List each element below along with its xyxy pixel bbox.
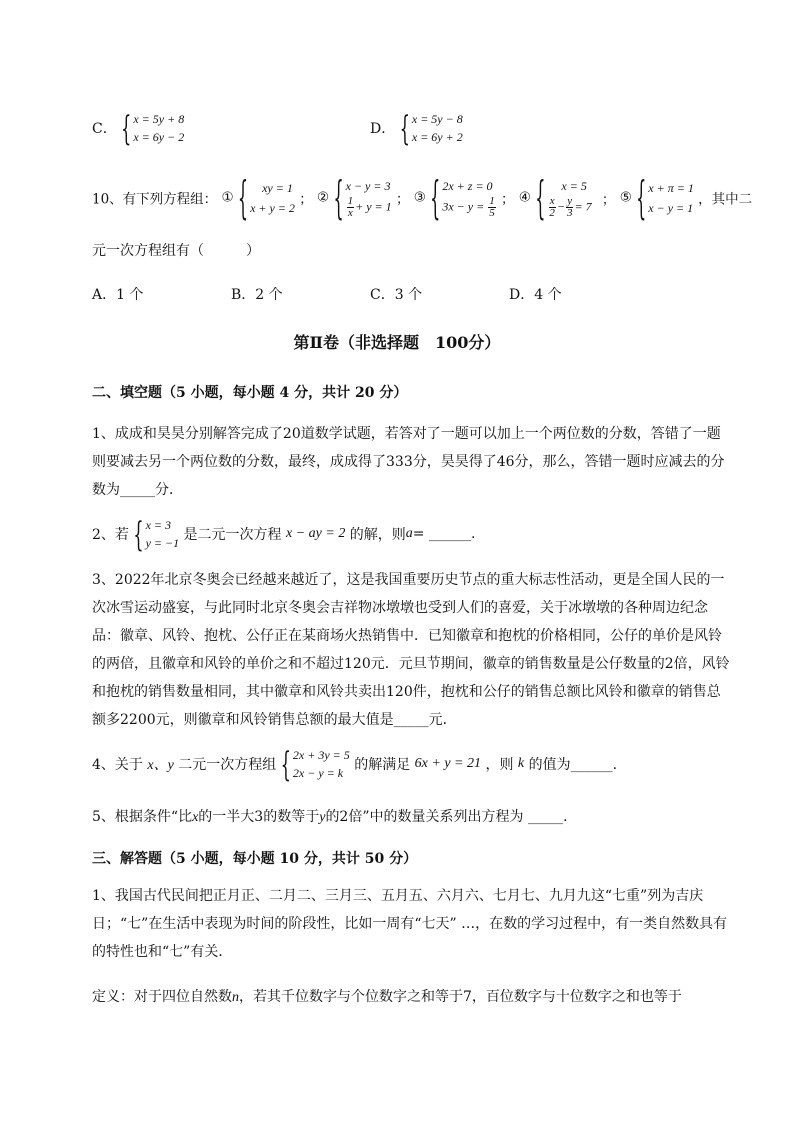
q10-prefix: 10、有下列方程组： [92, 191, 218, 208]
q10-options [92, 284, 562, 304]
fill-q5-suffix: 的2倍”中的数量关系列出方程为 _____. [325, 809, 568, 825]
fill-q2-prefix: 2、若 [92, 527, 129, 543]
solve-q1-def-suffix: ，若其千位数字与个位数字之和等于7，百位数字与十位数字之和也等于 [239, 989, 682, 1005]
fill-q2-equation: x − ay = 2 [286, 526, 346, 541]
q10-suffix-1: ，其中二 [698, 191, 753, 208]
q10-s4-f1-den: 2 [549, 207, 555, 219]
fill-q4-eq1: 2x + 3y = 5 [292, 748, 350, 762]
fill-q4 [92, 746, 617, 782]
q10-marker-5: ⑤ [619, 189, 632, 206]
brace-icon: { [121, 108, 132, 148]
fill-q4-k: k [517, 756, 525, 771]
q10-marker-2: ② [317, 189, 330, 206]
fill-q5 [92, 806, 567, 826]
solve-heading: 三、解答题（5 小题，每小题 10 分，共计 50 分） [92, 851, 418, 867]
q10-option-a[interactable]: A．1 个 [92, 287, 144, 303]
fill-q4-vars: x、y [147, 758, 174, 773]
option-c-system [121, 110, 184, 146]
brace-icon: { [636, 170, 647, 225]
brace-icon: { [535, 170, 546, 225]
q10-s4-f1-num: x [549, 195, 555, 207]
fill-q5-prefix: 5、根据条件“比 [92, 809, 193, 825]
brace-icon: { [399, 108, 410, 148]
fill-q2-suffix: = ______. [412, 526, 476, 542]
q10-s1-eq2: x + y = 2 [250, 200, 295, 215]
q10-s4-minus: − [556, 199, 565, 214]
q10-s2-frac-num: 1 [347, 195, 354, 207]
q10-option-c[interactable]: C．3 个 [370, 287, 423, 303]
q10-marker-1: ① [221, 189, 234, 206]
option-c[interactable] [92, 110, 184, 146]
brace-icon: { [133, 514, 144, 554]
solve-q1-paragraph: 1、我国古代民间把正月正、二月二、三月三、五月五、六月六、七月七、九月九这“七重”列为吉庆日；“七”在生活中表现为时间的阶段性，比如一周有“七天” …，在数的学习过程中，有一类自然数具有的特性也和“七”有关． [92, 888, 728, 960]
fill-q5-y: y [319, 810, 326, 825]
fill-q2-mid2: 的解，则 [349, 527, 406, 543]
q10-s2-eq2 [346, 196, 392, 219]
fill-q2-eq2: y = −1 [145, 536, 180, 550]
option-c-label: C． [92, 121, 117, 137]
q10-system-2 [333, 170, 392, 225]
fill-q4-cond: 6x + y = 21 [414, 756, 481, 771]
brace-icon: { [333, 170, 344, 225]
option-c-eq1: x = 5y + 8 [133, 112, 185, 126]
fill-q5-x: x [192, 810, 199, 825]
q10-s3-eq2-left: 3x − y = [442, 199, 485, 214]
q10-s4-eq2 [547, 196, 591, 219]
q10-marker-4: ④ [518, 189, 531, 206]
q10-s5-eq1: x + π = 1 [648, 180, 694, 195]
fill-q3: 3、2022年北京冬奥会已经越来越近了，这是我国重要历史节点的重大标志性活动，更是全国人民的一次冰雪运动盛宴，与此同时北京冬奥会吉祥物冰墩墩也受到人们的喜爱，关于冰墩墩的各种周边纪念品：徽章、风铃、抱枕、公仔正在某商场火热销售中．已知徽章和抱枕的价格相同，公仔的单价是风铃的两倍，且徽章和风铃的单价之和不超过120元．元旦节期间，徽章的销售数量是公仔数量的2倍，风铃和抱枕的销售数量相同，其中徽章和风铃共卖出120件，抱枕和公仔的销售总额比风铃和徽章的销售总额多2200元，则徽章和风铃销售总额的最大值是_____元． [92, 572, 730, 728]
q10-s2-frac-den: x [347, 207, 353, 219]
solve-q1-def-prefix: 定义：对于四位自然数 [92, 989, 232, 1005]
fill-q4-system [281, 746, 350, 782]
q10-system-4 [535, 170, 592, 225]
fill-q4-mid3: ，则 [485, 757, 514, 773]
q10-option-b[interactable]: B．2 个 [231, 287, 283, 303]
option-d-system [400, 110, 463, 146]
q10-suffix-2: 元一次方程组有（ ） [92, 243, 260, 259]
fill-heading: 二、填空题（5 小题，每小题 4 分，共计 20 分） [92, 385, 408, 401]
q10-system-5 [636, 170, 694, 225]
q10-s5-eq2: x − y = 1 [648, 200, 694, 215]
separator: ； [395, 191, 410, 208]
fill-q4-mid2: 的解满足 [354, 757, 411, 773]
fill-q1: 1、成成和昊昊分别解答完成了20道数学试题，若答对了一题可以加上一个两位数的分数，答错了一题则要减去另一个两位数的分数，最终，成成得了333分，昊昊得了46分，那么，答错一题时应减去的分数为_____分． [92, 426, 725, 498]
q10-s3-frac-num: 1 [489, 195, 495, 207]
option-d[interactable] [370, 110, 463, 146]
option-c-eq2: x = 6y − 2 [133, 130, 185, 144]
fill-q4-prefix: 4、关于 [92, 757, 143, 773]
solve-q1-def-var: n [232, 990, 239, 1005]
q10-s2-eq2-rest: + y = 1 [355, 199, 392, 214]
q10-s4-eq2-right: = 7 [574, 199, 592, 214]
option-d-eq1: x = 5y − 8 [411, 112, 463, 126]
fill-q4-eq2: 2x − y = k [292, 766, 344, 780]
q10-s4-eq1: x = 5 [561, 179, 587, 193]
brace-icon: { [237, 170, 249, 225]
fill-q4-suffix: 的值为______. [528, 757, 618, 773]
brace-icon: { [280, 744, 291, 784]
separator: ； [299, 191, 313, 208]
option-d-label: D． [370, 121, 396, 137]
q10-s4-f2-den: 3 [567, 207, 573, 219]
q10-marker-3: ③ [413, 189, 426, 206]
q10-s3-frac-den: 5 [489, 207, 495, 219]
part2-title: 第Ⅱ卷（非选择题 100分） [293, 333, 501, 352]
fill-q2-system [133, 516, 179, 552]
fill-q2-var: a [405, 526, 413, 541]
separator: ； [601, 191, 616, 208]
question-10 [92, 170, 753, 225]
q10-system-3 [430, 170, 497, 225]
q10-s2-eq1: x − y = 3 [345, 179, 391, 193]
fill-q2-mid: 是二元一次方程 [183, 527, 282, 543]
q10-system-1 [237, 170, 295, 225]
solve-q1-definition [92, 986, 682, 1006]
q10-option-d[interactable]: D．4 个 [509, 287, 562, 303]
separator: ； [501, 191, 515, 208]
q10-s3-eq2 [442, 196, 496, 219]
q10-s1-eq1: xy = 1 [262, 180, 293, 195]
fill-q4-mid: 二元一次方程组 [178, 757, 277, 773]
q10-s4-f2-num: y [567, 195, 573, 207]
fill-q2 [92, 516, 475, 552]
q10-s3-eq1: 2x + z = 0 [442, 179, 493, 193]
fill-q5-mid: 的一半大3的数等于 [198, 809, 320, 825]
fill-q2-eq1: x = 3 [145, 518, 171, 532]
brace-icon: { [430, 170, 441, 225]
option-d-eq2: x = 6y + 2 [411, 130, 463, 144]
